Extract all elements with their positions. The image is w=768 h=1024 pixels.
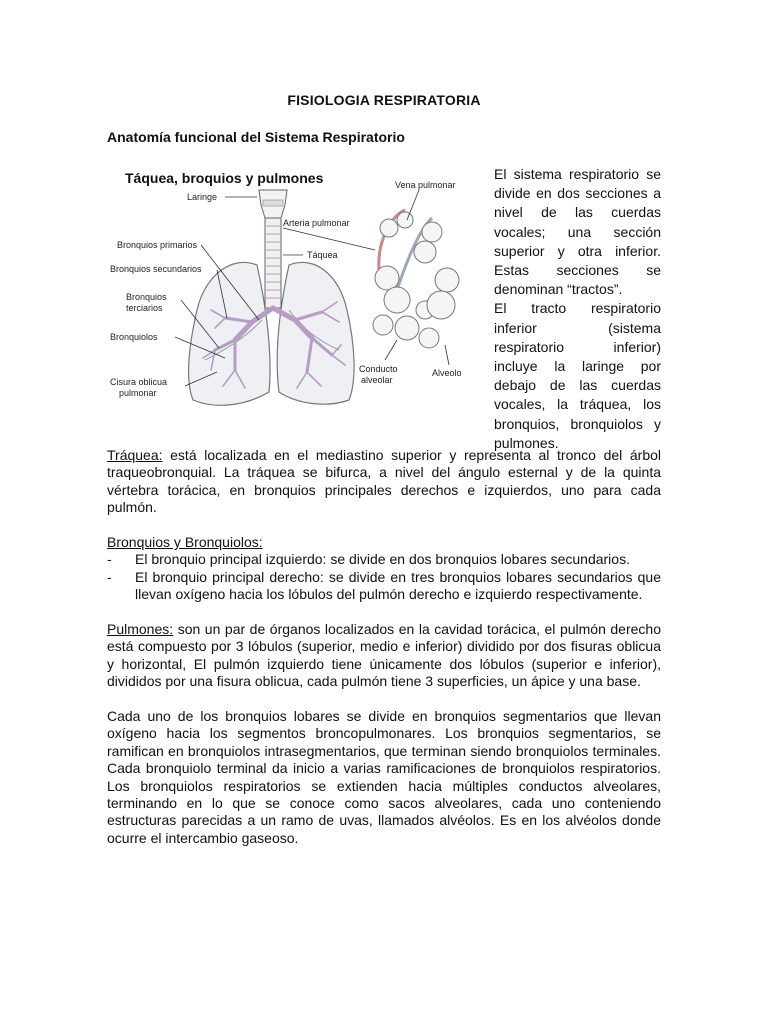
label-arteria-pulmonar: Arteria pulmonar <box>283 218 350 228</box>
bronquios-list <box>107 551 661 603</box>
label-bronquios-terciarios-2: terciarios <box>126 303 163 313</box>
pulmones-term: Pulmones: <box>107 621 174 638</box>
label-bronquiolos: Bronquiolos <box>110 332 158 342</box>
trachea-shape <box>265 218 281 308</box>
intro-paragraph-2: El tracto respiratorio inferior (sistema respiratorio inferior) incluye la laringe por debajo de las cuerdas vocales, la tráquea, los bronquios, bronquiolos y pulmones. <box>494 300 661 451</box>
intro-paragraph-1: El sistema respiratorio se divide en dos secciones a nivel de las cuerdas vocales; una sección superior y otra inferior. Estas secciones se denominan “tractos”. <box>494 166 661 298</box>
traquea-term: Tráquea: <box>107 447 163 463</box>
label-bronquios-primarios: Bronquios primarios <box>117 240 198 250</box>
document-title: FISIOLOGIA RESPIRATORIA <box>287 92 481 108</box>
list-dash: - <box>107 568 112 585</box>
section-heading: Anatomía funcional del Sistema Respiratorio <box>107 129 405 145</box>
label-alveolo: Alveolo <box>432 368 462 378</box>
figure-title: Táquea, broquios y pulmones <box>125 170 324 186</box>
label-vena-pulmonar: Vena pulmonar <box>395 180 456 190</box>
body-text <box>107 447 661 865</box>
lobares-paragraph: Cada uno de los bronquios lobares se divide en bronquios segmentarios que llevan oxígeno hacia los segmentos broncopulmonares. Los bronquios segmentarios, se ramifican en bronquiolos intrasegmentarios, que terminan siendo bronquiolos terminales. Cada bronquiolo terminal da inicio a varias ramificaciones de bronquiolos respiratorios. Los bronquiolos respiratorios se extienden hacia múltiples conductos alveolares, terminando en lo que se conoce como sacos alveolares, cada uno conteniendo estructuras parecidas a un ramo de uvas, llamados alvéolos. Es en los alvéolos donde ocurre el intercambio gaseoso. <box>107 708 661 846</box>
respiratory-anatomy-figure <box>107 160 482 420</box>
label-conducto-2: alveolar <box>361 375 393 385</box>
traquea-text: está localizada en el mediastino superior y representa al tronco del árbol traqueobronquial. La tráquea se bifurca, a nivel del ángulo esternal y de la quinta vértebra torácica, en bronquios principales derechos e izquierdos, uno para cada pulmón. <box>107 447 661 516</box>
label-conducto-1: Conducto <box>359 364 398 374</box>
list-dash: - <box>107 551 112 568</box>
label-bronquios-terciarios-1: Bronquios <box>126 292 167 302</box>
list-item <box>107 551 661 568</box>
label-laringe: Laringe <box>187 192 218 202</box>
left-lung-shape <box>277 262 354 404</box>
list-item <box>107 569 661 604</box>
label-bronquios-secundarios: Bronquios secundarios <box>110 264 202 274</box>
label-cisura-2: pulmonar <box>119 388 157 398</box>
larynx-shape <box>259 190 287 218</box>
traquea-paragraph <box>107 447 661 517</box>
intro-text-block <box>494 165 661 453</box>
list-item-text: El bronquio principal izquierdo: se divide en dos bronquios lobares secundarios. <box>135 551 630 568</box>
bronquios-heading: Bronquios y Bronquiolos: <box>107 534 263 551</box>
pulmones-text: son un par de órganos localizados en la cavidad torácica, el pulmón derecho está compuesto por 3 lóbulos (superior, medio e inferior) dividido por dos fisuras oblicua y horizontal, El pulmón izquierdo tiene únicamente dos lóbulos (superior e inferior), divididos por una fisura oblicua, cada pulmón tiene 3 superficies, un ápice y una base. <box>107 621 661 690</box>
label-cisura-1: Cisura oblicua <box>110 377 168 387</box>
label-traquea: Táquea <box>307 250 338 260</box>
list-item-text: El bronquio principal derecho: se divide en tres bronquios lobares secundarios que llevan oxígeno hacia los lóbulos del pulmón derecho e izquierdo respectivamente. <box>135 568 661 603</box>
pulmones-paragraph <box>107 621 661 691</box>
alveoli-inset <box>373 210 459 348</box>
right-lung-shape <box>189 262 270 405</box>
